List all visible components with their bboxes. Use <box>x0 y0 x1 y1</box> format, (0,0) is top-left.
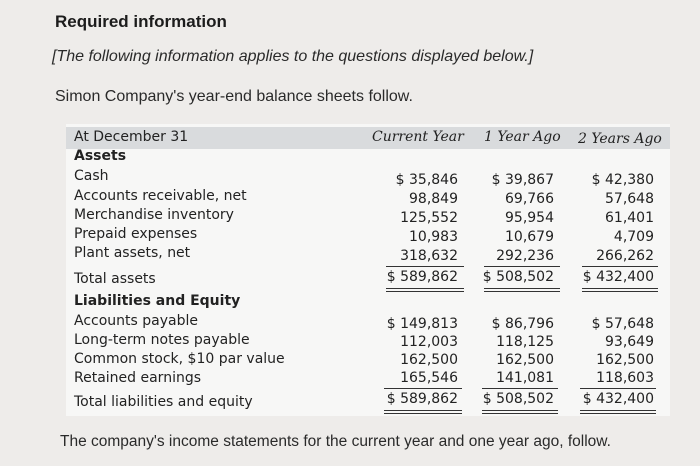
row-label: Merchandise inventory <box>74 207 234 223</box>
total-rule <box>384 410 462 411</box>
total-rule <box>484 288 560 289</box>
subtotal-rule <box>484 266 560 267</box>
cell-value: 57,648 <box>605 191 654 207</box>
info-note: [The following information applies to the questions displayed below.] <box>52 48 534 65</box>
col-1-year-ago: 1 Year Ago <box>484 129 561 145</box>
row-label: Accounts receivable, net <box>74 188 247 204</box>
cell-value: $ 149,813 <box>386 316 458 332</box>
cell-value: 125,552 <box>400 210 458 226</box>
cell-value: $ 39,867 <box>491 172 554 188</box>
required-info-heading: Required information <box>55 12 227 31</box>
cell-value: 10,983 <box>409 229 458 245</box>
subtotal-rule <box>482 388 558 389</box>
col-current-year: Current Year <box>372 129 464 145</box>
cell-value: $ 57,648 <box>591 316 654 332</box>
cell-value: 61,401 <box>605 210 654 226</box>
subtotal-rule <box>386 266 464 267</box>
total-liabilities-label: Total liabilities and equity <box>74 394 253 410</box>
cell-value: 95,954 <box>505 210 554 226</box>
cell-value: 69,766 <box>505 191 554 207</box>
row-label: Prepaid expenses <box>74 226 198 242</box>
cell-value: 165,546 <box>400 370 458 386</box>
liabilities-heading: Liabilities and Equity <box>74 293 241 309</box>
col-2-years-ago: 2 Years Ago <box>578 131 662 147</box>
total-liabilities-value: $ 508,502 <box>482 391 554 407</box>
total-rule <box>580 410 656 411</box>
total-rule <box>582 291 658 292</box>
total-rule <box>386 288 464 289</box>
cell-value: 118,125 <box>496 334 554 350</box>
total-rule <box>580 413 656 414</box>
cell-value: $ 42,380 <box>591 172 654 188</box>
cell-value: 162,500 <box>496 352 554 368</box>
cell-value: 318,632 <box>400 248 458 264</box>
cell-value: 4,709 <box>613 229 654 245</box>
cell-value: 266,262 <box>596 248 654 264</box>
total-assets-value: $ 432,400 <box>582 269 654 285</box>
total-assets-label: Total assets <box>74 271 156 287</box>
total-rule <box>482 410 558 411</box>
cell-value: 93,649 <box>605 334 654 350</box>
intro-text: Simon Company's year-end balance sheets follow. <box>55 88 413 105</box>
subtotal-rule <box>384 388 462 389</box>
cell-value: 112,003 <box>400 334 458 350</box>
row-label: Accounts payable <box>74 313 198 329</box>
subtotal-rule <box>580 388 656 389</box>
row-label: Common stock, $10 par value <box>74 351 285 367</box>
total-liabilities-value: $ 589,862 <box>386 391 458 407</box>
subtotal-rule <box>582 266 658 267</box>
cell-value: 162,500 <box>596 352 654 368</box>
row-label: Long-term notes payable <box>74 332 250 348</box>
cell-value: 118,603 <box>596 370 654 386</box>
total-assets-value: $ 589,862 <box>386 269 458 285</box>
row-label: Retained earnings <box>74 370 202 386</box>
cell-value: 10,679 <box>505 229 554 245</box>
row-label: Plant assets, net <box>74 245 191 261</box>
total-rule <box>384 413 462 414</box>
header-label: At December 31 <box>74 129 189 145</box>
cell-value: 292,236 <box>496 248 554 264</box>
balance-sheet-table <box>66 124 670 416</box>
total-rule <box>484 291 560 292</box>
cell-value: 141,081 <box>496 370 554 386</box>
total-liabilities-value: $ 432,400 <box>582 391 654 407</box>
total-rule <box>582 288 658 289</box>
cell-value: 162,500 <box>400 352 458 368</box>
income-statement-intro: The company's income statements for the current year and one year ago, follow. <box>60 433 611 450</box>
cell-value: 98,849 <box>409 191 458 207</box>
total-assets-value: $ 508,502 <box>482 269 554 285</box>
cell-value: $ 86,796 <box>491 316 554 332</box>
total-rule <box>386 291 464 292</box>
total-rule <box>482 413 558 414</box>
assets-heading: Assets <box>74 148 127 164</box>
row-label: Cash <box>74 168 109 184</box>
cell-value: $ 35,846 <box>395 172 458 188</box>
